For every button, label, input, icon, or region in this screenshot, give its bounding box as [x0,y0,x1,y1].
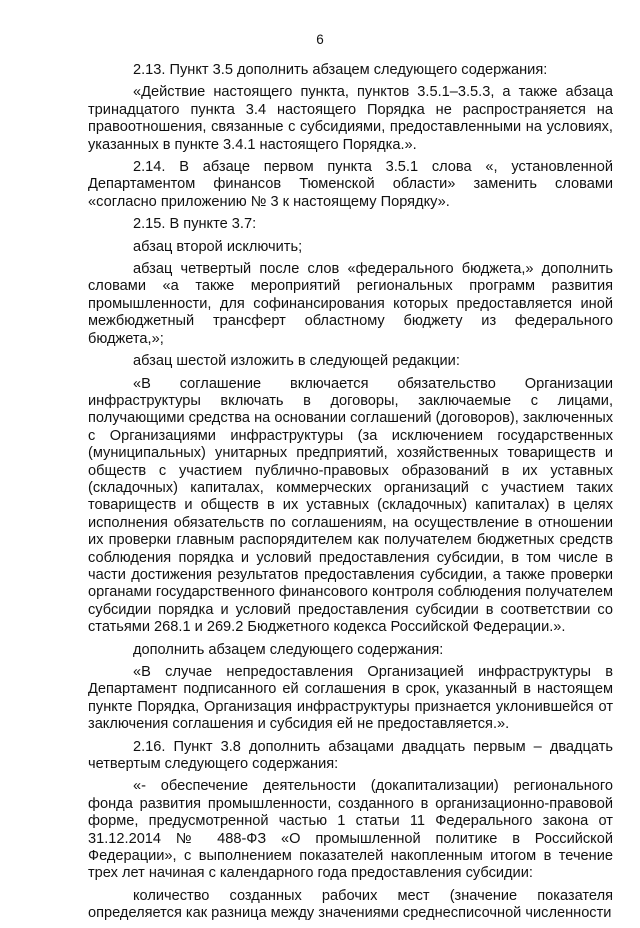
paragraph: «Действие настоящего пункта, пунктов 3.5.1–3.5.3, а также абзаца тринадцатого пункта 3.4 настоящего Порядка не распространяется на правоотношения, связанные с субсидиями, предоставленными на условиях, указанных в пункте 3.4.1 настоящего Порядка.». [88,84,613,153]
paragraph: 2.13. Пункт 3.5 дополнить абзацем следующего содержания: [133,62,548,78]
document-body [88,62,613,928]
paragraph: дополнить абзацем следующего содержания: [133,641,444,658]
paragraph: абзац шестой изложить в следующей редакции: [133,353,460,370]
paragraph: абзац второй исключить; [133,238,303,255]
paragraph: «В соглашение включается обязательство Организации инфраструктуры включать в договоры, заключаемые с лицами, получающими средства на основании соглашений (договоров), заключенных с Организациями инфраструктуры (за исключением государственных (муниципальных) унитарных предприятий, хозяйственных товариществ и обществ с участием публично-правовых образований в их уставных (складочных) капиталах, коммерческих организаций с участием таких товариществ и обществ в их уставных (складочных) капиталах) в целях исполнения обязательств по соглашениям, на осуществление в отношении их проверки главным распорядителем как получателем бюджетных средств соблюдения порядка и условий предоставления субсидии, в том числе в части достижения результатов предоставления субсидии, а также проверки органами государственного финансового контроля соблюдения получателем субсидии порядка и условий предоставления субсидии в соответствии со статьями 268.1 и 269.2 Бюджетного кодекса Российской Федерации.». [88,375,613,636]
paragraph: 2.15. В пункте 3.7: [133,216,257,233]
paragraph: 2.14. В абзаце первом пункта 3.5.1 слова «, установленной Департаментом финансов Тюменской области» заменить словами «согласно приложению № 3 к настоящему Порядку». [88,159,613,210]
paragraph: количество созданных рабочих мест (значение показателя определяется как разница между значениями среднесписочной численности [88,887,613,922]
paragraph: «В случае непредоставления Организацией инфраструктуры в Департамент подписанного ей соглашения в срок, указанный в настоящем пункте Порядка, Организация инфраструктуры признается уклонившейся от заключения соглашения и субсидия ей не предоставляется.». [88,664,613,733]
paragraph: «- обеспечение деятельности (докапитализации) регионального фонда развития промышленности, созданного в организационно-правовой форме, предусмотренной частью 1 статьи 11 Федерального закона от 31.12.2014 № 488-ФЗ «О промышленной политике в Российской Федерации», с выполнением показателей накопленным итогом в течение трех лет начиная с календарного года предоставления субсидии: [88,778,613,882]
paragraph: абзац четвертый после слов «федерального бюджета,» дополнить словами «а также мероприятий региональных программ развития промышленности, для софинансирования которых предоставляется иной межбюджетный трансферт областному бюджету из федерального бюджета,»; [88,261,613,347]
paragraph: 2.16. Пункт 3.8 дополнить абзацами двадцать первым – двадцать четвертым следующего содержания: [88,738,613,773]
page-number: 6 [316,32,324,47]
